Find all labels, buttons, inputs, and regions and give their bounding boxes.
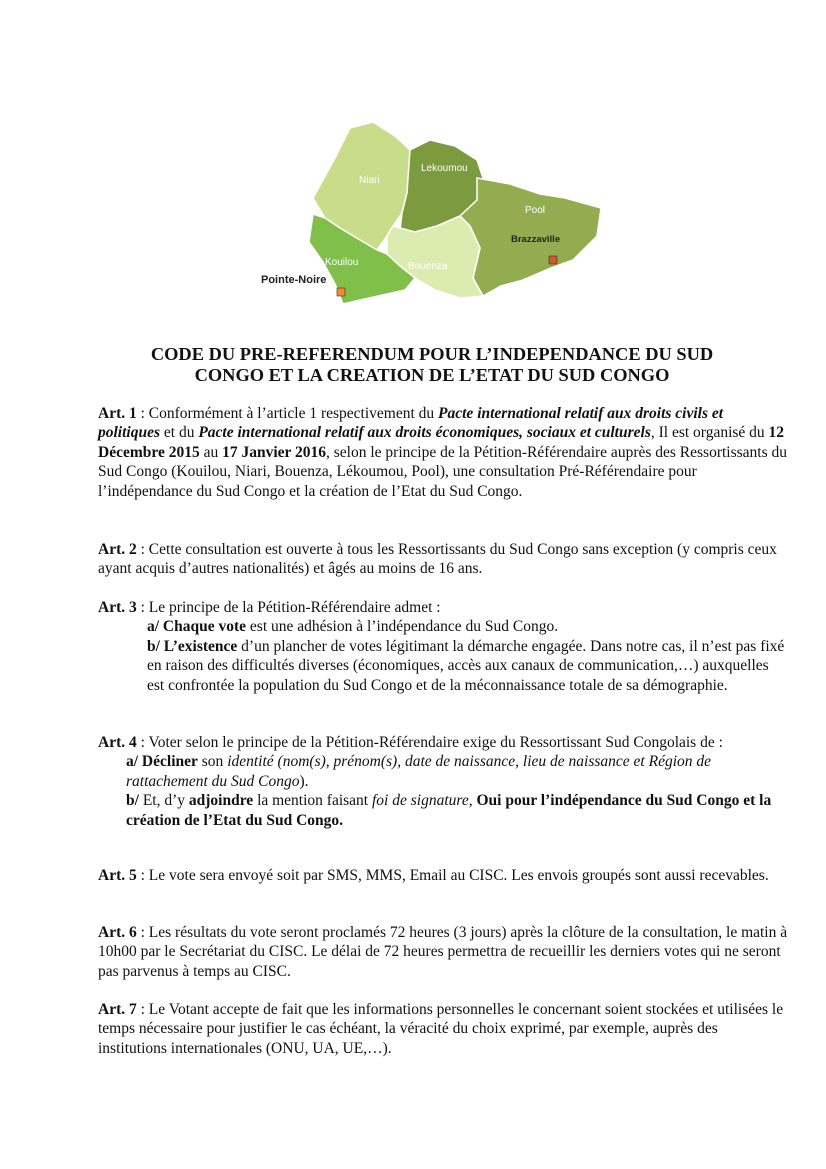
label-brazzaville: Brazzaville bbox=[511, 234, 561, 245]
title-line-2: CONGO ET LA CREATION DE L’ETAT DU SUD CONGO bbox=[194, 365, 670, 385]
art3-b-bold: b/ L’existence bbox=[147, 637, 238, 655]
article-5 bbox=[98, 866, 788, 885]
brazzaville-marker bbox=[549, 256, 557, 264]
art1-pacte-economic: Pacte international relatif aux droits économiques, sociaux et culturels bbox=[198, 424, 651, 442]
art1-start-date: 12 Décembre 2015 bbox=[98, 424, 785, 461]
label-niari: Niari bbox=[359, 175, 380, 186]
art4-b-bold-mention: Oui pour l’indépendance du Sud Congo et la création de l’Etat du Sud Congo. bbox=[126, 792, 772, 829]
art4-a-text: ). bbox=[299, 772, 309, 790]
art4-b-bold: adjoindre bbox=[188, 792, 254, 810]
art3-a-text: est une adhésion à l’indépendance du Sud Congo. bbox=[246, 618, 559, 636]
art7-text: : Le Votant accepte de fait que les informations personnelles le concernant soient stockées et utilisées le temps nécessaire pour justifier le cas échéant, la véracité du choix exprimé, par exemple, auprès des institutions internationales (ONU, UA, UE,…). bbox=[98, 1001, 784, 1057]
document-title bbox=[98, 344, 766, 386]
art1-pacte-civil: Pacte international relatif aux droits civils et politiques bbox=[98, 405, 724, 442]
art4-a-italic: identité (nom(s), prénom(s), date de naissance, lieu de naissance et Région de rattachement du Sud Congo bbox=[126, 753, 712, 790]
art4-a-text: son bbox=[197, 753, 228, 771]
label-kouilou: Kouilou bbox=[325, 257, 359, 268]
art4-b-italic: foi de signature bbox=[372, 792, 469, 810]
art1-label: Art. 1 bbox=[98, 405, 137, 422]
article-1 bbox=[98, 404, 788, 501]
art2-text: : Cette consultation est ouverte à tous les Ressortissants du Sud Congo sans exception (y compris ceux ayant acquis d’autres nationalités) et âgés au moins de 16 ans. bbox=[98, 541, 777, 578]
article-7 bbox=[98, 1000, 788, 1058]
art4-a-bold: a/ Décliner bbox=[126, 753, 198, 771]
art4-b-text: Et, d’y bbox=[138, 792, 189, 810]
art1-end-date: 17 Janvier 2016 bbox=[222, 443, 327, 461]
art4-label: Art. 4 bbox=[98, 734, 137, 751]
art1-text: au bbox=[199, 443, 223, 461]
art4-intro: : Voter selon le principe de la Pétition-Référendaire exige du Ressortissant Sud Congolais de : bbox=[136, 734, 723, 751]
label-bouenza: Bouenza bbox=[408, 261, 448, 272]
article-6 bbox=[98, 923, 788, 981]
art3-intro: : Le principe de la Pétition-Référendaire admet : bbox=[136, 599, 441, 616]
article-4 bbox=[98, 733, 788, 830]
art5-label: Art. 5 bbox=[98, 867, 137, 884]
pointe-noire-marker bbox=[337, 288, 345, 296]
sud-congo-map bbox=[255, 118, 605, 308]
title-line-1: CODE DU PRE-REFERENDUM POUR L’INDEPENDANCE DU SUD bbox=[150, 344, 714, 364]
label-pool: Pool bbox=[525, 205, 546, 216]
art6-label: Art. 6 bbox=[98, 924, 137, 941]
article-2 bbox=[98, 540, 788, 579]
art4-b-label: b/ bbox=[126, 792, 139, 810]
art1-text: et du bbox=[160, 424, 199, 442]
label-pointe-noire: Pointe-Noire bbox=[261, 274, 327, 286]
art1-text: , selon le principe de la Pétition-Référendaire auprès des Ressortissants du Sud Congo (Kouilou, Niari, Bouenza, Lékoumou, Pool), une consultation Pré-Référendaire pour l’indépendance du Sud Congo et la création de l’Etat du Sud Congo. bbox=[98, 443, 788, 500]
article-3 bbox=[98, 598, 788, 695]
art4-b-text: la mention faisant bbox=[253, 792, 372, 810]
art2-label: Art. 2 bbox=[98, 541, 137, 558]
art4-b-text: , bbox=[468, 792, 477, 810]
art7-label: Art. 7 bbox=[98, 1001, 137, 1018]
art1-text: , Il est organisé du bbox=[650, 424, 769, 442]
art1-text: : Conformément à l’article 1 respectivement du bbox=[136, 405, 439, 422]
label-lekoumou: Lekoumou bbox=[421, 163, 468, 174]
art3-label: Art. 3 bbox=[98, 599, 137, 616]
art6-text: : Les résultats du vote seront proclamés 72 heures (3 jours) après la clôture de la consultation, le matin à 10h00 par le Secrétariat du CISC. Le délai de 72 heures permettra de recueillir les derniers votes qui ne seront pas parvenus à temps au CISC. bbox=[98, 924, 788, 980]
art3-b-text: d’un plancher de votes légitimant la démarche engagée. Dans notre cas, il n’est pas fixé en raison des difficultés diverses (économiques, accès aux canaux de communication,…) auxquelles est confrontée la population du Sud Congo et de la méconnaissance totale de sa démographie. bbox=[147, 637, 785, 694]
art3-a-bold: a/ Chaque vote bbox=[147, 618, 247, 636]
art5-text: : Le vote sera envoyé soit par SMS, MMS, Email au CISC. Les envois groupés sont aussi recevables. bbox=[136, 867, 769, 884]
